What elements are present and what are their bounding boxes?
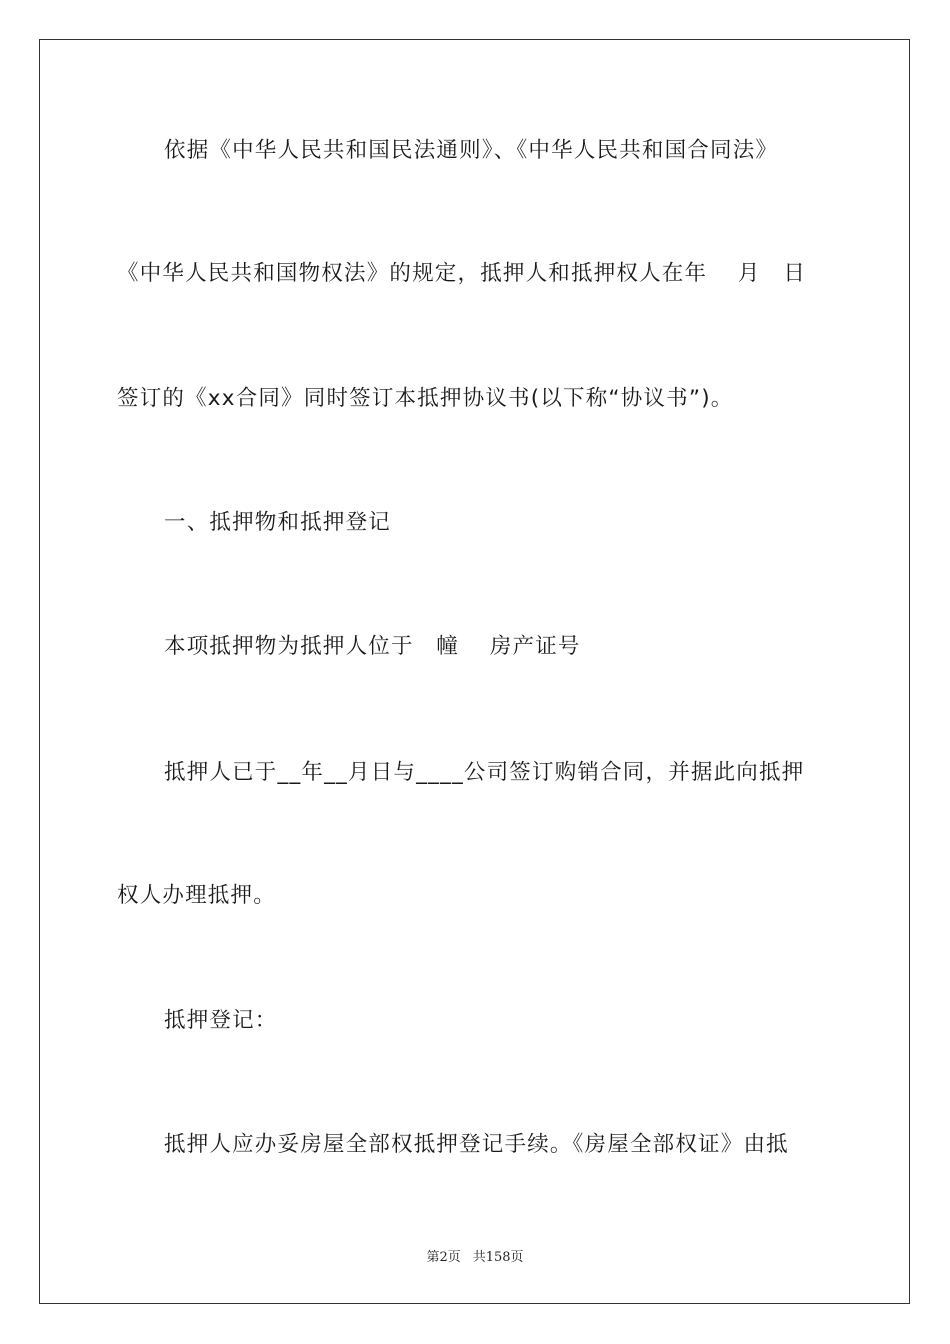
paragraph-line-7: 权人办理抵押。 <box>117 883 276 908</box>
section-heading-1: 一、抵押物和抵押登记 <box>164 510 392 535</box>
paragraph-line-5: 本项抵押物为抵押人位于 幢 房产证号 <box>164 634 581 659</box>
page-footer <box>0 1246 950 1265</box>
paragraph-line-6: 抵押人已于__年__月日与____公司签订购销合同，并据此向抵押 <box>164 760 805 785</box>
paragraph-line-1: 依据《中华人民共和国民法通则》、《中华人民共和国合同法》 <box>164 138 779 163</box>
page-number: 第2页 <box>426 1250 461 1265</box>
page-border <box>39 39 910 1304</box>
total-pages: 共158页 <box>472 1250 524 1265</box>
paragraph-line-8: 抵押登记： <box>164 1008 278 1033</box>
paragraph-line-3: 签订的《xx合同》同时签订本抵押协议书(以下称“协议书”)。 <box>117 386 734 411</box>
paragraph-line-2: 《中华人民共和国物权法》的规定，抵押人和抵押权人在年 月 日 <box>117 261 807 286</box>
paragraph-line-9: 抵押人应办妥房屋全部权抵押登记手续。《房屋全部权证》由抵 <box>164 1132 789 1157</box>
